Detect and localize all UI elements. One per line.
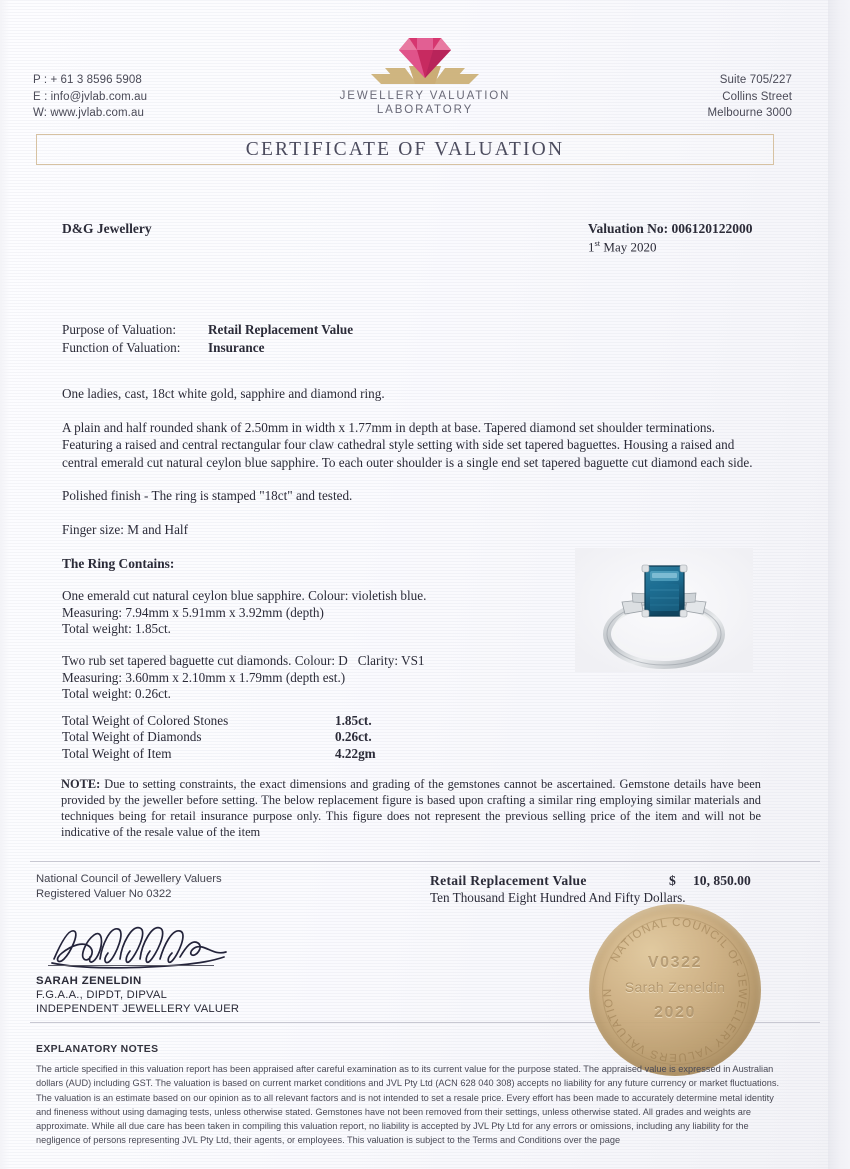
date-rest: May 2020 [600, 239, 657, 255]
diamond-gem-icon [365, 26, 485, 88]
certificate-title-box [36, 134, 774, 165]
signature-line [48, 965, 214, 966]
stone-entry-sapphire [62, 588, 492, 638]
diamond-description: Two rub set tapered baguette cut diamonds. Colour: D Clarity: VS1 [62, 652, 425, 668]
totals-label: Total Weight of Colored Stones [62, 713, 229, 728]
item-summary: One ladies, cast, 18ct white gold, sapphire and diamond ring. [62, 386, 385, 401]
sapphire-measuring: Measuring: 7.94mm x 5.91mm x 3.92mm (depth) [62, 604, 324, 620]
seal-year: 2020 [654, 1004, 696, 1021]
explanatory-notes-heading: EXPLANATORY NOTES [36, 1044, 159, 1055]
valuation-amount: 10, 850.00 [693, 873, 751, 888]
note-text: Due to setting constraints, the exact dimensions and grading of the gemstones cannot be ascertained. Gemstone details have been provided by the jeweller before setting. The below replacement figure is based upon crafting a similar ring employing similar materials and techniques being for retail insurance purpose only. This figure does not represent the previous selling price of the item and will not be indicative of the resale value of the item [61, 777, 761, 840]
ncjv-line-2: Registered Valuer No 0322 [36, 888, 172, 900]
seal-registration-number: V0322 [647, 954, 703, 971]
diamond-weight: Total weight: 0.26ct. [62, 686, 171, 702]
totals-table [62, 713, 376, 762]
ncjv-line-1: National Council of Jewellery Valuers [36, 873, 222, 885]
item-detail: A plain and half rounded shank of 2.50mm in width x 1.77mm in depth at base. Tapered diamond set shoulder terminations. Featuring a raised and central rectangular four claw cathedral style setting with side set tapered baguettes. Housing a raised and central emerald cut natural ceylon blue sapphire. To each outer shoulder is a single end set tapered baguette cut diamond each side. [62, 419, 753, 470]
logo-name-line-1: JEWELLERY VALUATION [339, 90, 511, 102]
note-label: NOTE: [61, 777, 101, 791]
purpose-row [62, 321, 353, 339]
sapphire-description: One emerald cut natural ceylon blue sapphire. Colour: violetish blue. [62, 588, 427, 604]
diamond-measuring: Measuring: 3.60mm x 2.10mm x 1.79mm (depth est.) [62, 669, 346, 685]
totals-label: Total Weight of Diamonds [62, 729, 202, 745]
finger-size: Finger size: M and Half [62, 521, 188, 537]
ncjv-block [36, 872, 222, 902]
address-line-3: Melbourne 3000 [707, 107, 792, 119]
seal-valuer-name: Sarah Zeneldin [624, 979, 726, 995]
logo-name-line-2: LABORATORY [376, 104, 474, 116]
note-paragraph [61, 776, 761, 840]
page-title: CERTIFICATE OF VALUATION [245, 138, 565, 160]
valuation-amount-words: Ten Thousand Eight Hundred And Fifty Dollars. [430, 890, 686, 905]
seal-arc-text: NATIONAL COUNCIL OF JEWELLERY VALUERS VALUATION [601, 916, 749, 1064]
phone-line: P : + 61 3 8596 5908 [33, 74, 142, 86]
totals-value: 4.22gm [335, 745, 376, 761]
signature-image [40, 915, 250, 967]
signer-qualifications: F.G.A.A., DIPDT, DIPVAL [36, 989, 168, 1001]
sapphire-weight: Total weight: 1.85ct. [62, 621, 171, 637]
valuation-number: Valuation No: 006120122000 [588, 221, 753, 236]
page-edge-right [828, 0, 850, 1169]
seal-center-text [589, 954, 761, 1022]
client-name: D&G Jewellery [62, 221, 152, 236]
purpose-block [62, 321, 353, 356]
stone-entry-diamonds [62, 653, 492, 703]
page-edge-left [0, 0, 10, 1169]
currency-symbol: $ [669, 873, 676, 888]
signer-role: INDEPENDENT JEWELLERY VALUER [36, 1003, 240, 1015]
retail-replacement-value-label: Retail Replacement Value [430, 873, 587, 888]
explanatory-notes-body: The article specified in this valuation report has been appraised after careful examination as to its current value for the purpose stated. The appraised value is expressed in Australian dollars (AUD) including GST. The valuation is based on current market conditions and JVL Pty Ltd (ACN 628 040 308) accepts no liability for any future currency or market fluctuations. The valuation is an estimate based on our opinion as to all relevant factors and is not intended to set a resale price. Every effort has been made to accurately determine metal identity and fineness without using damaging tests, unless otherwise stated. Gemstones have not been removed from their settings, unless otherwise stated. All grades and weights are approximate. While all due care has been taken in compiling this valuation report, no liability is accepted by JVL Pty Ltd for any errors or omissions, including any liability for the negligence of persons representing JVL Pty Ltd, their agents, or employees. This valuation is subject to the Terms and Conditions over the page [36, 1064, 780, 1146]
date-suffix: st [594, 238, 601, 248]
signer-name: SARAH ZENELDIN [36, 975, 142, 987]
ring-contains-heading: The Ring Contains: [62, 555, 175, 571]
purpose-label: Purpose of Valuation: [62, 322, 177, 337]
company-logo [0, 26, 850, 116]
totals-value: 1.85ct. [335, 713, 372, 728]
totals-row [62, 729, 376, 745]
signer-credentials [36, 988, 239, 1016]
ring-photograph [575, 548, 753, 672]
totals-value: 0.26ct. [335, 729, 372, 745]
item-finish: Polished finish - The ring is stamped "18ct" and tested. [62, 488, 353, 504]
address-line-2: Collins Street [722, 90, 792, 103]
totals-row [62, 713, 376, 729]
date-day: 1 [588, 239, 595, 255]
function-row [62, 339, 353, 357]
valuation-date [588, 238, 657, 255]
function-value: Insurance [208, 339, 265, 355]
website-line: W: www.jvlab.com.au [33, 107, 144, 119]
email-line: E : info@jvlab.com.au [33, 90, 148, 103]
valuer-gold-seal [589, 904, 761, 1076]
address-line-1: Suite 705/227 [719, 74, 792, 86]
totals-label: Total Weight of Item [62, 745, 172, 761]
function-label: Function of Valuation: [62, 339, 181, 355]
totals-row [62, 746, 376, 762]
divider-upper [30, 861, 820, 862]
purpose-value: Retail Replacement Value [208, 322, 354, 337]
